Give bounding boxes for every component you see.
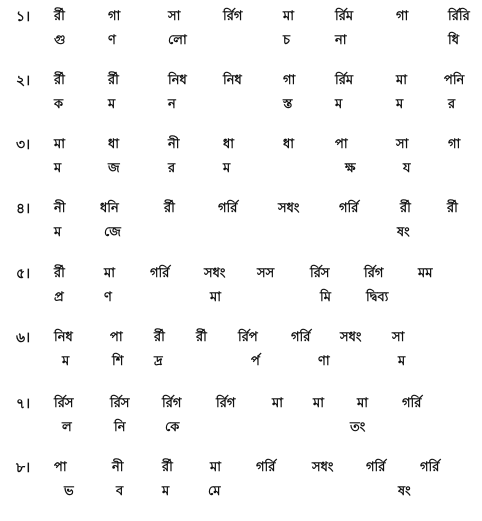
- lyric-syllable: ম: [54, 161, 62, 176]
- swara-note: পা: [54, 460, 67, 475]
- line-number: ২।: [16, 73, 31, 89]
- swara-note: র্রী: [54, 266, 65, 281]
- notation-block-6: [0, 329, 482, 391]
- swara-note: গর্রি: [420, 460, 440, 475]
- swara-note: গর্রি: [291, 330, 311, 345]
- swara-note: র্রী: [164, 201, 175, 216]
- swara-note: ধনি: [100, 201, 119, 216]
- lyric-syllable: তং: [350, 420, 366, 435]
- lyric-syllable: দ্বিব্য: [366, 290, 389, 305]
- swara-note: মা: [272, 396, 283, 411]
- lyric-syllable: ম: [62, 354, 70, 369]
- lyric-syllable: ষং: [398, 484, 411, 499]
- swara-note: র্রিস: [310, 266, 330, 281]
- lyric-syllable: ক: [54, 97, 64, 112]
- lyric-syllable: নি: [114, 420, 126, 435]
- swara-note: র্রী: [196, 330, 207, 345]
- lyric-syllable: ম: [398, 354, 406, 369]
- swara-note: গা: [283, 73, 296, 88]
- swara-note: ধা: [108, 137, 120, 152]
- swara-note: সা: [392, 330, 405, 345]
- swara-note: মা: [104, 266, 115, 281]
- lyric-syllable: ম: [54, 225, 62, 240]
- swara-note: গা: [396, 9, 409, 24]
- lyric-syllable: ম: [162, 484, 170, 499]
- notation-block-2: [0, 72, 482, 134]
- lyric-syllable: লো: [168, 33, 187, 48]
- lyric-syllable: চ: [283, 33, 291, 48]
- swara-note: সধং: [340, 330, 362, 345]
- swara-note: সা: [396, 137, 409, 152]
- swara-note: র্রিগ: [223, 9, 243, 24]
- swara-note: গর্রি: [256, 460, 276, 475]
- lyric-syllable: মি: [320, 290, 331, 305]
- swara-note: র্রী: [154, 330, 165, 345]
- swara-note: গর্রি: [150, 266, 170, 281]
- swara-note: নিধ: [223, 73, 242, 88]
- swara-note: র্রী: [108, 73, 119, 88]
- swara-note: মা: [283, 9, 294, 24]
- lyric-syllable: না: [335, 33, 347, 48]
- lyric-syllable: ম: [396, 97, 404, 112]
- swara-note: নী: [54, 201, 66, 216]
- swara-note: নী: [112, 460, 124, 475]
- lyric-syllable: মা: [210, 290, 221, 305]
- lyric-syllable: র: [448, 97, 456, 112]
- swara-note: মা: [313, 396, 324, 411]
- lyric-syllable: য: [403, 161, 411, 176]
- swara-note: র্রী: [447, 201, 458, 216]
- swara-note: নিধ: [168, 73, 187, 88]
- notation-block-7: [0, 395, 482, 457]
- swara-note: র্রিম: [335, 9, 354, 24]
- lyric-syllable: ণা: [318, 354, 330, 369]
- lyric-syllable: দ্র: [154, 354, 163, 369]
- swara-note: গর্রি: [339, 201, 359, 216]
- line-number: ১।: [16, 9, 31, 25]
- swara-note: সধং: [312, 460, 334, 475]
- lyric-syllable: মে: [208, 484, 221, 499]
- swara-note: র্রী: [162, 460, 173, 475]
- line-number: ৪।: [16, 201, 31, 217]
- lyric-syllable: জ: [108, 161, 120, 176]
- swara-note: র্রিস: [110, 396, 130, 411]
- swara-note: র্রী: [400, 201, 411, 216]
- lyric-syllable: ল: [62, 420, 72, 435]
- swara-note: মম: [418, 266, 433, 281]
- lyric-syllable: ন: [168, 97, 176, 112]
- lyric-syllable: র্প: [251, 354, 260, 369]
- lyric-syllable: ম: [335, 97, 343, 112]
- swara-note: ধা: [223, 137, 235, 152]
- swara-note: র্রিরি: [448, 9, 470, 24]
- lyric-syllable: শি: [112, 354, 124, 369]
- notation-block-1: [0, 8, 482, 70]
- swara-note: র্রিগ: [162, 396, 182, 411]
- lyric-syllable: কে: [165, 420, 180, 435]
- swara-note: গর্রি: [402, 396, 422, 411]
- swara-note: গর্রি: [366, 460, 386, 475]
- lyric-syllable: ভ: [64, 484, 74, 499]
- lyric-syllable: ম: [223, 161, 231, 176]
- line-number: ৮।: [16, 460, 31, 476]
- swara-note: পা: [110, 330, 123, 345]
- swara-note: সা: [168, 9, 181, 24]
- swara-note: গা: [448, 137, 461, 152]
- swara-note: নিধ: [54, 330, 73, 345]
- swara-note: মা: [357, 396, 368, 411]
- swara-note: গর্রি: [218, 201, 238, 216]
- swara-note: নী: [168, 137, 180, 152]
- swara-note: র্রী: [54, 73, 65, 88]
- lyric-syllable: র: [168, 161, 176, 176]
- swara-note: ধা: [283, 137, 295, 152]
- swara-note: সধং: [278, 201, 300, 216]
- lyric-syllable: ষং: [397, 225, 410, 240]
- lyric-syllable: জে: [104, 225, 121, 240]
- lyric-syllable: ক্ষ: [345, 161, 356, 176]
- lyric-syllable: ণ: [108, 33, 116, 48]
- swara-note: পনি: [444, 73, 465, 88]
- lyric-syllable: ব: [116, 484, 124, 499]
- swara-note: মা: [210, 460, 221, 475]
- swara-note: র্রিগ: [364, 266, 384, 281]
- lyric-syllable: ম: [108, 97, 116, 112]
- swara-note: মা: [54, 137, 65, 152]
- swara-note: র্রী: [54, 9, 65, 24]
- line-number: ৩।: [16, 137, 31, 153]
- swara-note: গা: [108, 9, 121, 24]
- lyric-syllable: ণ: [104, 290, 112, 305]
- swara-note: র্রিস: [54, 396, 74, 411]
- swara-note: মা: [396, 73, 407, 88]
- swara-note: সধং: [204, 266, 226, 281]
- lyric-syllable: প্র: [54, 290, 64, 305]
- line-number: ৭।: [16, 396, 31, 412]
- swara-note: র্রিম: [335, 73, 354, 88]
- line-number: ৬।: [16, 330, 31, 346]
- swara-note: সস: [257, 266, 275, 281]
- lyric-syllable: স্ত: [283, 97, 293, 112]
- line-number: ৫।: [16, 266, 31, 282]
- swara-note: র্রিপ: [238, 330, 258, 345]
- notation-block-5: [0, 265, 482, 327]
- notation-block-8: [0, 459, 482, 521]
- notation-block-4: [0, 200, 482, 262]
- lyric-syllable: ধি: [448, 33, 460, 48]
- notation-block-3: [0, 136, 482, 198]
- swara-note: র্রিগ: [216, 396, 236, 411]
- swara-note: পা: [335, 137, 348, 152]
- lyric-syllable: গু: [54, 33, 66, 48]
